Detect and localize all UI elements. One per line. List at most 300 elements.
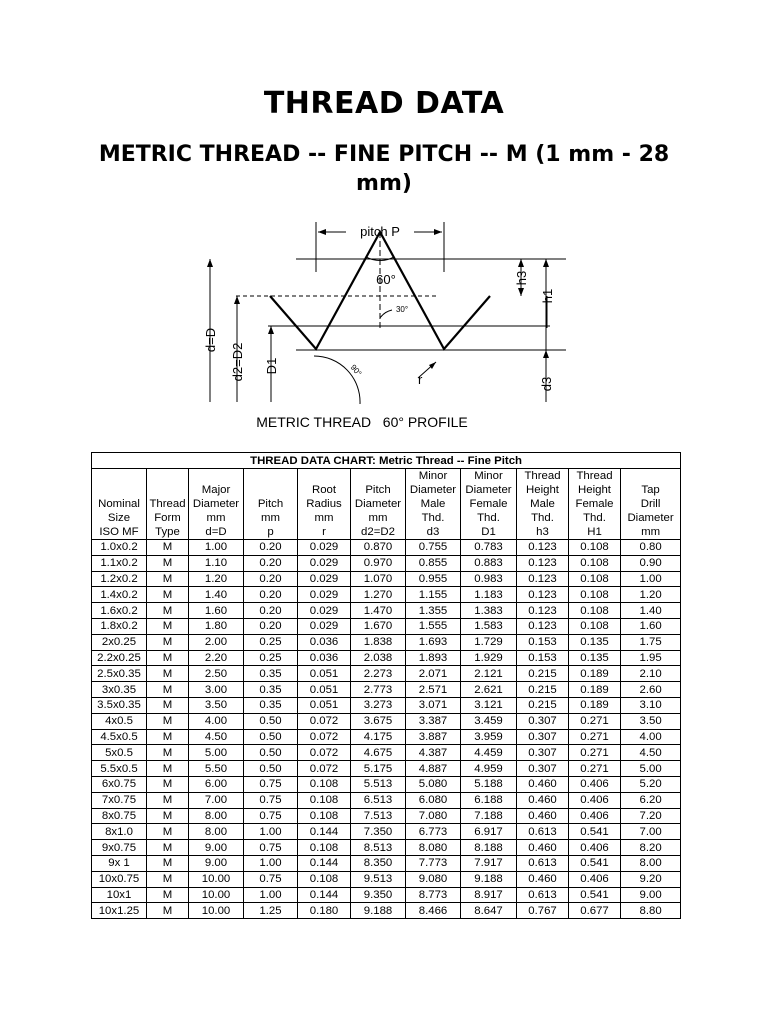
table-cell: 0.029 [298, 618, 351, 634]
column-header-line: mm [641, 526, 661, 538]
table-cell: 8.188 [461, 840, 517, 856]
r-label: r [418, 372, 423, 387]
table-cell: 1.00 [621, 571, 681, 587]
table-cell: 4x0.5 [92, 713, 147, 729]
table-cell: 7.080 [406, 808, 461, 824]
table-cell: 1.00 [244, 855, 298, 871]
table-cell: 0.072 [298, 729, 351, 745]
table-cell: M [147, 571, 189, 587]
column-header-line: Thread [149, 498, 186, 510]
table-cell: 3.675 [351, 713, 406, 729]
table-cell: 4.387 [406, 745, 461, 761]
d-label: d=D [203, 327, 218, 353]
table-cell: 3.5x0.35 [92, 697, 147, 713]
table-cell: 9.350 [351, 887, 406, 903]
table-cell: 1.355 [406, 603, 461, 619]
table-cell: 2.071 [406, 666, 461, 682]
table-row [92, 713, 681, 729]
table-cell: 0.35 [244, 682, 298, 698]
table-cell: 0.144 [298, 855, 351, 871]
table-cell: 1.670 [351, 618, 406, 634]
table-cell: 0.20 [244, 540, 298, 556]
table-cell: M [147, 618, 189, 634]
table-cell: 1.6x0.2 [92, 603, 147, 619]
table-cell: 3.887 [406, 729, 461, 745]
column-header-line: mm [314, 512, 334, 524]
table-cell: 8.20 [621, 840, 681, 856]
table-cell: 0.970 [351, 555, 406, 571]
table-cell: 0.406 [569, 840, 621, 856]
column-header-line: Female [575, 498, 614, 510]
table-cell: 4.00 [621, 729, 681, 745]
table-cell: 0.051 [298, 697, 351, 713]
table-row [92, 618, 681, 634]
table-cell: 9.513 [351, 871, 406, 887]
table-cell: 1.4x0.2 [92, 587, 147, 603]
table-row [92, 729, 681, 745]
thread-data-table [91, 452, 681, 919]
table-cell: 0.25 [244, 650, 298, 666]
table-cell: 0.25 [244, 634, 298, 650]
table-cell: 1.155 [406, 587, 461, 603]
table-cell: M [147, 745, 189, 761]
table-cell: 2.2x0.25 [92, 650, 147, 666]
column-header-line: Minor [418, 470, 448, 482]
table-cell: 6.00 [189, 776, 244, 792]
table-cell: 0.460 [517, 792, 569, 808]
table-cell: 10x0.75 [92, 871, 147, 887]
table-cell: 1.60 [621, 618, 681, 634]
table-cell: 7.00 [621, 824, 681, 840]
column-header [569, 469, 621, 540]
table-cell: 0.051 [298, 666, 351, 682]
table-cell: 0.955 [406, 571, 461, 587]
table-cell: 2.773 [351, 682, 406, 698]
column-header-line: mm [368, 512, 388, 524]
table-cell: 0.271 [569, 761, 621, 777]
table-cell: 8.00 [621, 855, 681, 871]
table-cell: 9.00 [621, 887, 681, 903]
table-cell: 0.153 [517, 650, 569, 666]
table-cell: M [147, 840, 189, 856]
table-cell: 9.188 [461, 871, 517, 887]
table-row [92, 682, 681, 698]
table-row [92, 871, 681, 887]
table-cell: 3.071 [406, 697, 461, 713]
thread-profile-diagram [196, 212, 580, 444]
table-cell: 3.121 [461, 697, 517, 713]
column-header [461, 469, 517, 540]
table-cell: 0.215 [517, 666, 569, 682]
table-cell: 0.108 [569, 618, 621, 634]
table-row [92, 555, 681, 571]
table-cell: 2.273 [351, 666, 406, 682]
table-cell: 8.647 [461, 903, 517, 919]
table-cell: M [147, 713, 189, 729]
table-cell: M [147, 697, 189, 713]
table-cell: 0.50 [244, 713, 298, 729]
table-row [92, 540, 681, 556]
table-cell: 8.080 [406, 840, 461, 856]
table-cell: 1.95 [621, 650, 681, 666]
column-header-line: Diameter [192, 498, 240, 510]
column-header-line: Pitch [257, 498, 284, 510]
table-cell: 1.070 [351, 571, 406, 587]
table-cell: M [147, 903, 189, 919]
table-cell: 1.838 [351, 634, 406, 650]
column-header-line: Pitch [365, 484, 391, 496]
table-cell: 0.072 [298, 745, 351, 761]
table-cell: 0.153 [517, 634, 569, 650]
table-cell: 4.959 [461, 761, 517, 777]
table-cell: 0.215 [517, 682, 569, 698]
table-cell: 0.75 [244, 776, 298, 792]
table-cell: 0.271 [569, 729, 621, 745]
table-cell: 0.75 [244, 840, 298, 856]
page-title: THREAD DATA [263, 86, 505, 121]
table-cell: 5.080 [406, 776, 461, 792]
table-cell: 2.60 [621, 682, 681, 698]
table-cell: 1.0x0.2 [92, 540, 147, 556]
table-cell: 10x1.25 [92, 903, 147, 919]
table-cell: 0.051 [298, 682, 351, 698]
column-header-line: Male [530, 498, 555, 510]
table-cell: 1.20 [621, 587, 681, 603]
table-cell: 8.466 [406, 903, 461, 919]
table-cell: 4.675 [351, 745, 406, 761]
column-header-line: d2=D2 [361, 526, 395, 538]
table-cell: 0.855 [406, 555, 461, 571]
column-header [244, 469, 298, 540]
table-cell: 0.307 [517, 745, 569, 761]
table-cell: M [147, 808, 189, 824]
column-header-line: Female [469, 498, 508, 510]
table-cell: 0.460 [517, 871, 569, 887]
table-cell: 0.406 [569, 776, 621, 792]
column-header-line: Height [578, 484, 611, 496]
table-cell: 4.50 [189, 729, 244, 745]
table-cell: 0.108 [298, 792, 351, 808]
table-cell: 7.188 [461, 808, 517, 824]
table-cell: 1.555 [406, 618, 461, 634]
table-row [92, 887, 681, 903]
table-cell: 3.387 [406, 713, 461, 729]
table-cell: 0.271 [569, 713, 621, 729]
column-header-line: Minor [474, 470, 503, 482]
table-cell: 8.00 [189, 824, 244, 840]
table-cell: 0.20 [244, 618, 298, 634]
table-cell: 0.307 [517, 761, 569, 777]
table-cell: 0.767 [517, 903, 569, 919]
column-header [621, 469, 681, 540]
table-cell: 9.188 [351, 903, 406, 919]
table-cell: 0.029 [298, 603, 351, 619]
table-row [92, 761, 681, 777]
column-header-line: Diameter [354, 498, 402, 510]
table-cell: M [147, 761, 189, 777]
table-cell: 0.108 [298, 871, 351, 887]
table-cell: 3.273 [351, 697, 406, 713]
table-cell: 6.20 [621, 792, 681, 808]
column-header-line: Thread [524, 470, 561, 482]
half-angle-label: 30° [395, 305, 409, 314]
table-cell: 3.50 [189, 697, 244, 713]
column-header-line: Tap [641, 484, 660, 496]
table-cell: 1.893 [406, 650, 461, 666]
table-cell: 0.189 [569, 682, 621, 698]
table-cell: 1.470 [351, 603, 406, 619]
column-header-line: p [267, 526, 274, 538]
table-cell: 0.123 [517, 540, 569, 556]
table-cell: 0.029 [298, 540, 351, 556]
column-header [351, 469, 406, 540]
table-cell: 2x0.25 [92, 634, 147, 650]
table-cell: 3.00 [189, 682, 244, 698]
table-cell: 0.215 [517, 697, 569, 713]
table-cell: 1.729 [461, 634, 517, 650]
table-cell: 0.406 [569, 871, 621, 887]
table-cell: 1.25 [244, 903, 298, 919]
column-header-line: Root [311, 484, 337, 496]
table-cell: 0.20 [244, 571, 298, 587]
table-row [92, 824, 681, 840]
table-cell: 0.50 [244, 745, 298, 761]
table-cell: 1.383 [461, 603, 517, 619]
table-cell: 9x0.75 [92, 840, 147, 856]
table-cell: 0.613 [517, 855, 569, 871]
table-cell: 0.036 [298, 634, 351, 650]
table-cell: 8.917 [461, 887, 517, 903]
table-row [92, 697, 681, 713]
table-row [92, 587, 681, 603]
column-header-line: Thd. [477, 512, 500, 524]
table-row [92, 840, 681, 856]
table-cell: M [147, 650, 189, 666]
table-cell: 1.929 [461, 650, 517, 666]
table-cell: 0.108 [298, 808, 351, 824]
table-cell: 8.513 [351, 840, 406, 856]
table-cell: 0.108 [298, 840, 351, 856]
table-cell: 1.1x0.2 [92, 555, 147, 571]
table-cell: 7.773 [406, 855, 461, 871]
column-header [406, 469, 461, 540]
table-cell: 8x1.0 [92, 824, 147, 840]
table-cell: 1.183 [461, 587, 517, 603]
table-body [92, 540, 681, 919]
table-cell: 1.2x0.2 [92, 571, 147, 587]
table-cell: 0.75 [244, 871, 298, 887]
column-header-line: Nominal [98, 498, 140, 510]
table-cell: M [147, 603, 189, 619]
table-cell: 0.029 [298, 587, 351, 603]
table-cell: 0.123 [517, 555, 569, 571]
table-cell: 5.513 [351, 776, 406, 792]
table-row [92, 776, 681, 792]
table-cell: 8.00 [189, 808, 244, 824]
column-header-line: Type [155, 526, 180, 538]
table-cell: 0.75 [244, 808, 298, 824]
table-cell: 2.571 [406, 682, 461, 698]
table-cell: 0.870 [351, 540, 406, 556]
table-cell: M [147, 587, 189, 603]
d2-label: d2=D2 [230, 342, 245, 382]
table-cell: 0.20 [244, 603, 298, 619]
table-cell: 3.10 [621, 697, 681, 713]
table-row [92, 855, 681, 871]
column-header [147, 469, 189, 540]
table-cell: 0.108 [569, 587, 621, 603]
column-header-line: d3 [426, 526, 440, 538]
table-cell: 6.773 [406, 824, 461, 840]
table-cell: 0.123 [517, 587, 569, 603]
table-cell: 5.5x0.5 [92, 761, 147, 777]
table-cell: 6.080 [406, 792, 461, 808]
table-cell: 0.90 [621, 555, 681, 571]
table-cell: 4.5x0.5 [92, 729, 147, 745]
table-cell: 1.270 [351, 587, 406, 603]
table-cell: M [147, 855, 189, 871]
table-cell: 1.40 [189, 587, 244, 603]
table-cell: 5.00 [621, 761, 681, 777]
column-header-line: mm [261, 512, 280, 524]
column-header-line: Thd. [583, 512, 606, 524]
table-cell: 0.783 [461, 540, 517, 556]
table-cell: 0.123 [517, 571, 569, 587]
table-cell: 9.080 [406, 871, 461, 887]
table-cell: 7.350 [351, 824, 406, 840]
table-cell: 8.80 [621, 903, 681, 919]
table-cell: 5.50 [189, 761, 244, 777]
table-cell: 7.20 [621, 808, 681, 824]
table-cell: 6.917 [461, 824, 517, 840]
column-header-line: d=D [205, 526, 227, 538]
table-cell: 0.80 [621, 540, 681, 556]
table-cell: M [147, 666, 189, 682]
d3-label: d3 [539, 376, 554, 392]
column-header-line: D1 [481, 526, 496, 538]
table-row [92, 808, 681, 824]
column-header-line: Drill [640, 498, 661, 510]
column-header-line: h3 [536, 526, 549, 538]
table-cell: 8.773 [406, 887, 461, 903]
table-cell: 0.50 [244, 729, 298, 745]
table-cell: 0.613 [517, 824, 569, 840]
column-header-line: r [322, 526, 326, 538]
table-cell: M [147, 540, 189, 556]
table-cell: 10x1 [92, 887, 147, 903]
table-cell: 0.20 [244, 587, 298, 603]
table-cell: 0.755 [406, 540, 461, 556]
table-cell: 0.613 [517, 887, 569, 903]
table-cell: 0.180 [298, 903, 351, 919]
pitch-label: pitch P [360, 224, 400, 239]
table-cell: 7.917 [461, 855, 517, 871]
table-cell: 8x0.75 [92, 808, 147, 824]
table-cell: 1.00 [189, 540, 244, 556]
table-cell: 0.541 [569, 855, 621, 871]
table-cell: 10.00 [189, 871, 244, 887]
table-cell: 5.188 [461, 776, 517, 792]
table-cell: 1.80 [189, 618, 244, 634]
table-cell: 7x0.75 [92, 792, 147, 808]
table-cell: 5.20 [621, 776, 681, 792]
column-header-line: Thread [576, 470, 613, 482]
table-cell: 0.036 [298, 650, 351, 666]
table-cell: 0.75 [244, 792, 298, 808]
table-cell: 0.460 [517, 776, 569, 792]
table-cell: 0.307 [517, 729, 569, 745]
table-cell: 0.271 [569, 745, 621, 761]
table-cell: 0.123 [517, 603, 569, 619]
table-cell: 2.20 [189, 650, 244, 666]
table-cell: 0.135 [569, 650, 621, 666]
table-cell: 0.50 [244, 761, 298, 777]
table-cell: 9.00 [189, 840, 244, 856]
table-cell: 10.00 [189, 887, 244, 903]
table-cell: 4.887 [406, 761, 461, 777]
table-cell: M [147, 729, 189, 745]
table-cell: 6.513 [351, 792, 406, 808]
table-cell: M [147, 776, 189, 792]
table-cell: 3x0.35 [92, 682, 147, 698]
table-row [92, 903, 681, 919]
table-row [92, 666, 681, 682]
table-cell: 6.188 [461, 792, 517, 808]
angle-label: 60° [376, 272, 396, 287]
table-cell: 0.029 [298, 571, 351, 587]
table-cell: 0.108 [298, 776, 351, 792]
table-cell: 2.5x0.35 [92, 666, 147, 682]
table-cell: 3.959 [461, 729, 517, 745]
table-row [92, 745, 681, 761]
table-cell: 2.121 [461, 666, 517, 682]
table-cell: M [147, 792, 189, 808]
table-cell: 0.406 [569, 792, 621, 808]
page-subtitle: METRIC THREAD -- FINE PITCH -- M (1 mm - 28 mm) [98, 142, 670, 196]
h1-label: h1 [540, 288, 555, 304]
table-cell: 1.00 [244, 824, 298, 840]
table-cell: 0.135 [569, 634, 621, 650]
table-cell: 10.00 [189, 903, 244, 919]
column-header-line: Form [154, 512, 181, 524]
table-cell: 3.459 [461, 713, 517, 729]
table-cell: 9x 1 [92, 855, 147, 871]
column-header [517, 469, 569, 540]
table-cell: 1.583 [461, 618, 517, 634]
table-row [92, 792, 681, 808]
table-cell: M [147, 682, 189, 698]
table-cell: 1.60 [189, 603, 244, 619]
table-cell: 0.189 [569, 697, 621, 713]
table-cell: 1.693 [406, 634, 461, 650]
column-header-line: Diameter [465, 484, 512, 496]
column-header-line: ISO MF [99, 526, 139, 538]
table-cell: 8.350 [351, 855, 406, 871]
table-cell: 1.20 [189, 571, 244, 587]
column-header-line: Diameter [627, 512, 674, 524]
table-cell: 0.108 [569, 603, 621, 619]
column-header-line: Diameter [409, 484, 457, 496]
table-cell: 0.460 [517, 808, 569, 824]
h3-label: h3 [514, 270, 529, 286]
table-cell: M [147, 871, 189, 887]
table-cell: 5.175 [351, 761, 406, 777]
table-cell: 0.541 [569, 887, 621, 903]
table-cell: 0.072 [298, 713, 351, 729]
column-header-line: Thd. [531, 512, 554, 524]
table-header-row [92, 469, 681, 540]
table-cell: 4.459 [461, 745, 517, 761]
